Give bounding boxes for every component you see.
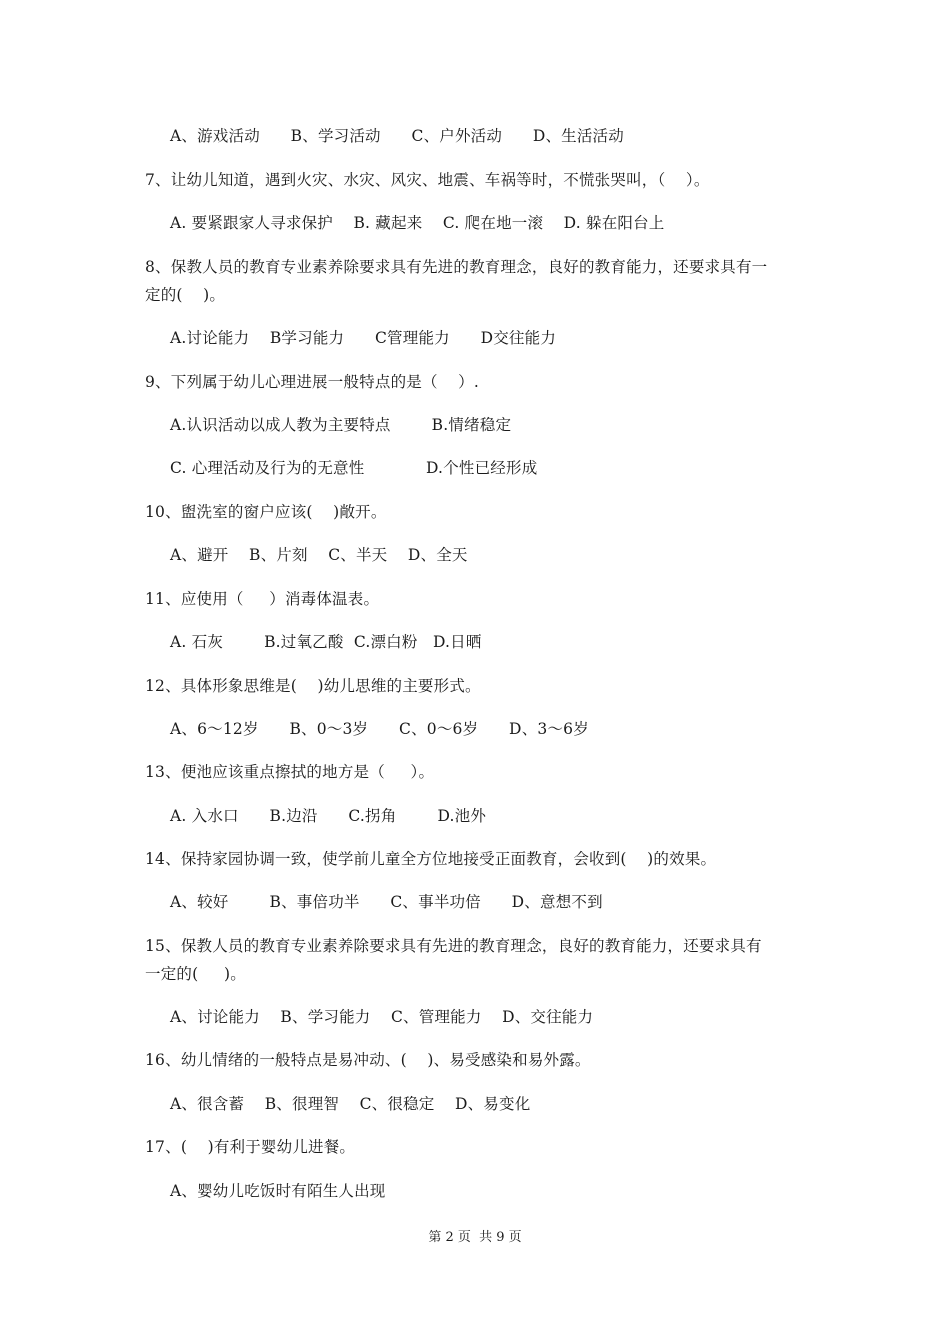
question-16-options: A、很含蓄 B、很理智 C、很稳定 D、易变化 [170,1095,531,1113]
question-11-options: A. 石灰 B.过氧乙酸 C.漂白粉 D.日晒 [170,633,482,651]
question-12-options: A、6～12岁 B、0～3岁 C、0～6岁 D、3～6岁 [170,720,589,738]
question-14-options: A、较好 B、事倍功半 C、事半功倍 D、意想不到 [170,893,603,911]
question-17-text: 17、( )有利于婴幼儿进餐。 [145,1138,356,1156]
question-10-options: A、避开 B、片刻 C、半天 D、全天 [170,546,468,564]
question-12-text: 12、具体形象思维是( )幼儿思维的主要形式。 [145,677,481,695]
question-10-text: 10、盥洗室的窗户应该( )敞开。 [145,503,387,521]
question-14-text: 14、保持家园协调一致，使学前儿童全方位地接受正面教育，会收到( )的效果。 [145,850,717,868]
question-7-options: A. 要紧跟家人寻求保护 B. 藏起来 C. 爬在地一滚 D. 躲在阳台上 [170,214,665,232]
question-9-text: 9、下列属于幼儿心理进展一般特点的是（ ）. [145,373,479,391]
question-17-option-a: A、婴幼儿吃饭时有陌生人出现 [170,1182,386,1200]
question-8-options: A.讨论能力 B学习能力 C管理能力 D交往能力 [170,329,557,347]
question-9-options-cd: C. 心理活动及行为的无意性 D.个性已经形成 [170,459,538,477]
page-footer: 第 2 页 共 9 页 [428,1230,522,1245]
question-13-text: 13、便池应该重点擦拭的地方是（ ）。 [145,763,435,781]
question-15-options: A、讨论能力 B、学习能力 C、管理能力 D、交往能力 [170,1008,594,1026]
question-7-text: 7、让幼儿知道，遇到火灾、水灾、风灾、地震、车祸等时，不慌张哭叫，（ ）。 [145,171,710,189]
question-9-options-ab: A.认识活动以成人教为主要特点 B.情绪稳定 [170,416,512,434]
question-11-text: 11、应使用（ ）消毒体温表。 [145,590,380,608]
question-16-text: 16、幼儿情绪的一般特点是易冲动、( )、易受感染和易外露。 [145,1051,591,1069]
question-13-options: A. 入水口 B.边沿 C.拐角 D.池外 [170,807,487,825]
question-6-options: A、游戏活动 B、学习活动 C、户外活动 D、生活活动 [170,127,624,145]
question-15-text: 15、保教人员的教育专业素养除要求具有先进的教育理念，良好的教育能力，还要求具有 [145,937,762,955]
question-15-text-cont: 一定的( )。 [145,965,246,983]
question-8-text: 8、保教人员的教育专业素养除要求具有先进的教育理念，良好的教育能力，还要求具有一 [145,258,768,276]
question-8-text-cont: 定的( )。 [145,286,226,304]
